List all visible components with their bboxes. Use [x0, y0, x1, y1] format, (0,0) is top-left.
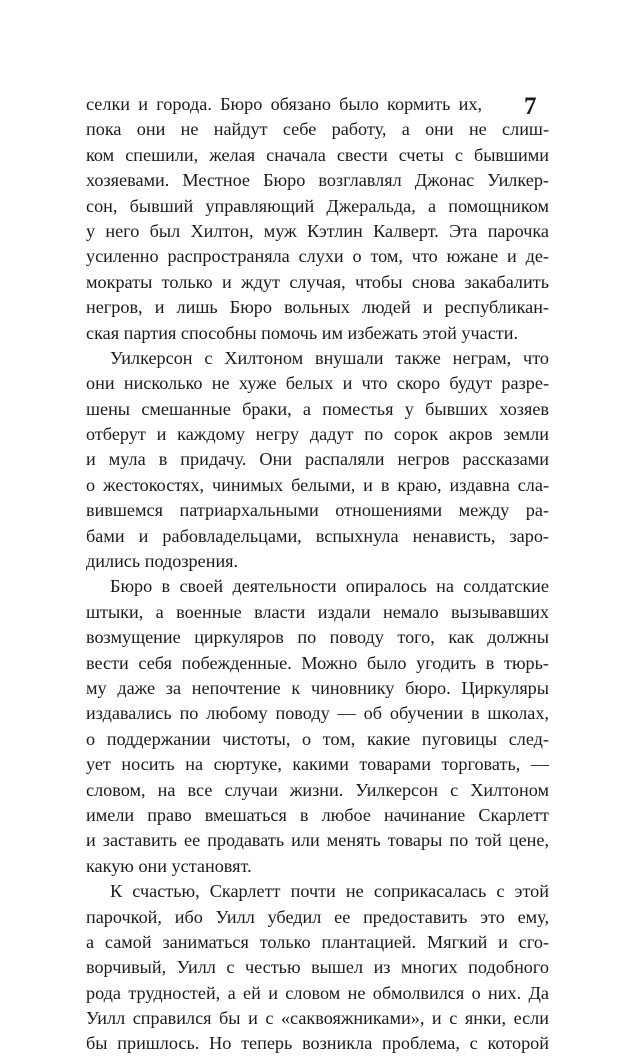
text-line: Уилкерсон с Хилтоном внушали также неграм, что [110, 347, 549, 368]
text-line: парочкой, ибо Уилл убедил ее предоставить это ему, [86, 906, 549, 927]
text-line: негров, и лишь Бюро вольных людей и республикан- [86, 297, 549, 318]
text-line: Бюро в своей деятельности опиралось на солдатские [110, 576, 549, 597]
text-line: штыки, а военные власти издали немало вызывавших [86, 601, 549, 622]
text-line: и заставить ее продавать или менять товары по той цене, [86, 830, 549, 851]
text-line: возмущение циркуляров по поводу того, как должны [86, 627, 549, 648]
text-line: отберут и каждому негру дадут по сорок акров земли [86, 424, 549, 445]
page-number: 7 [524, 93, 537, 120]
text-line: о жестокостях, чинимых белыми, и в краю, издавна сла- [86, 474, 549, 495]
text-line: ует носить на сюртуке, какими товарами торговать, — [86, 754, 549, 775]
text-line: бами и рабовладельцами, вспыхнула ненависть, заро- [86, 525, 549, 546]
text-line: селки и города. Бюро обязано было кормить их, [86, 94, 482, 114]
text-line: вести себя побежденные. Можно было угодить в тюрь- [86, 652, 549, 673]
text-line: вившемся патриархальными отношениями между ра- [86, 500, 549, 521]
text-line: а самой заниматься только плантацией. Мягкий и сго- [86, 931, 549, 952]
text-line: ворчивый, Уилл с честью вышел из многих подобного [86, 957, 549, 978]
text-line: издавались по любому поводу — об обучении в школах, [86, 703, 549, 724]
text-line: какую они установят. [86, 855, 252, 876]
text-line: рода трудностей, а ей и словом не обмолвился о них. Да [86, 982, 549, 1003]
text-line: у него был Хилтон, муж Кэтлин Калверт. Эта парочка [86, 220, 549, 241]
text-line: К счастью, Скарлетт почти не соприкасалась с этой [110, 881, 549, 902]
text-line: усиленно распространяла слухи о том, что южане и де- [86, 246, 549, 267]
text-line: Уилл справился бы и с «саквояжниками», и с янки, если [86, 1008, 549, 1029]
text-line: и мула в придачу. Они распаляли негров рассказами [86, 449, 549, 470]
text-line: пока они не найдут себе работу, а они не слиш- [86, 119, 549, 140]
text-line: дились подозрения. [86, 551, 239, 572]
text-line: они нисколько не хуже белых и что скоро будут разре- [86, 373, 549, 394]
text-line: имели право вмешаться в любое начинание Скарлетт [86, 804, 549, 825]
text-line: сон, бывший управляющий Джеральда, а помощником [86, 195, 549, 216]
text-line: му даже за непочтение к чиновнику бюро. Циркуляры [86, 677, 549, 698]
text-line: о поддержании чистоты, о том, какие пуговицы след- [86, 728, 549, 749]
text-line: словом, на все случаи жизни. Уилкерсон с Хилтоном [86, 779, 549, 800]
text-line: ком спешили, желая сначала свести счеты с бывшими [86, 144, 549, 165]
text-line: бы пришлось. Но теперь возникла проблема, с которой [86, 1033, 549, 1054]
text-line: хозяевами. Местное Бюро возглавлял Джонас Уилкер- [86, 170, 549, 191]
text-line: шены смешанные браки, а поместья у бывших хозяев [86, 398, 549, 419]
text-line: ская партия способны помочь им избежать этой участи. [86, 322, 518, 343]
text-body [86, 92, 549, 1057]
text-line: мократы только и ждут случая, чтобы снова закабалить [86, 271, 549, 292]
